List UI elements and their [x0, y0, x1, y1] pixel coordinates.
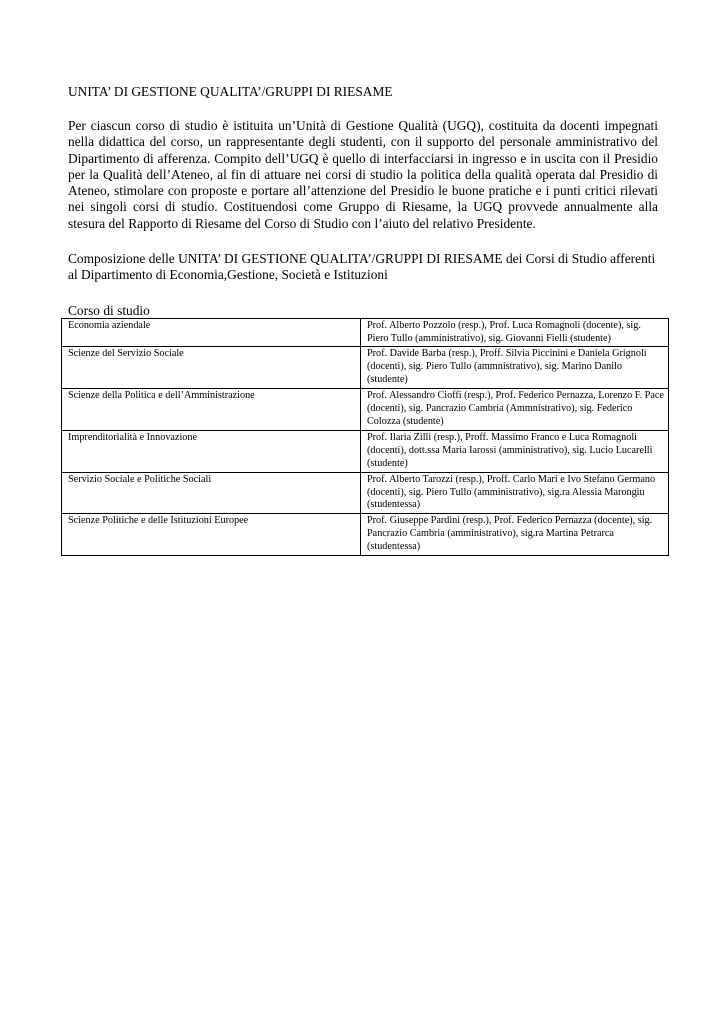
document-heading: UNITA’ DI GESTIONE QUALITA’/GRUPPI DI RIESAME: [68, 84, 393, 99]
table-row: [62, 472, 669, 514]
members-cell: Prof. Alberto Tarozzi (resp.), Proff. Carlo Mari e Ivo Stefano Germano (docenti), sig. Piero Tullo (amministrativo), sig.ra Alessia Marongiu (studentessa): [361, 472, 669, 514]
table-row: [62, 318, 669, 347]
table-row: [62, 347, 669, 389]
course-name-cell: Economia aziendale: [62, 318, 361, 347]
members-cell: Prof. Davide Barba (resp.), Proff. Silvia Piccinini e Daniela Grignoli (docenti), sig. Piero Tullo (ammnistrativo), sig. Marino Danilo (studente): [361, 347, 669, 389]
intro-paragraph: Per ciascun corso di studio è istituita un’Unità di Gestione Qualità (UGQ), costituita da docenti impegnati nella didattica del corso, un rappresentante degli studenti, con il supporto del personale amministrativo del Dipartimento di afferenza. Compito dell’UGQ è quello di interfacciarsi in ingresso e in uscita con il Presidio per la Qualità dell’Ateneo, al fin di attuare nei corsi di studio la politica della qualità operata dal Presidio di Ateneo, stimolare con proposte e portare all’attenzione del Presidio le buone pratiche e i punti critici rilevati nei singoli corsi di studio. Costituendosi come Gruppo di Riesame, la UGQ provvede annualmente alla stesura del Rapporto di Riesame del Corso di Studio con l’aiuto del relativo Presidente.: [68, 118, 658, 231]
course-name-cell: Scienze Politiche e delle Istituzioni Europee: [62, 514, 361, 556]
course-name-cell: Imprenditorialità e Innovazione: [62, 430, 361, 472]
courses-table: [61, 318, 669, 556]
table-row: [62, 430, 669, 472]
course-name-cell: Scienze del Servizio Sociale: [62, 347, 361, 389]
composition-title: Composizione delle UNITA’ DI GESTIONE QUALITA’/GRUPPI DI RIESAME dei Corsi di Studio afferenti al Dipartimento di Economia,Gestione, Società e Istituzioni: [68, 251, 656, 283]
members-cell: Prof. Alberto Pozzolo (resp.), Prof. Luca Romagnoli (docente), sig. Piero Tullo (amministrativo), sig. Giovanni Fielli (studente): [361, 318, 669, 347]
members-cell: Prof. Alessandro Cioffi (resp.), Prof. Federico Pernazza, Lorenzo F. Pace (docenti), sig. Pancrazio Cambria (Ammnistrativo), sig. Federico Colozza (studente): [361, 389, 669, 431]
table-caption: Corso di studio: [68, 302, 150, 318]
members-cell: Prof. Giuseppe Pardini (resp.), Prof. Federico Pernazza (docente), sig. Pancrazio Cambria (amministrativo), sig.ra Martina Petrarca (studentessa): [361, 514, 669, 556]
course-name-cell: Scienze della Politica e dell’Amministrazione: [62, 389, 361, 431]
table-row: [62, 514, 669, 556]
members-cell: Prof. Ilaria Zilli (resp.), Proff. Massimo Franco e Luca Romagnoli (docenti), dott.ssa Maria Iarossi (amministrativo), sig. Lucio Lucarelli (studente): [361, 430, 669, 472]
document-page: [68, 84, 664, 556]
course-name-cell: Servizio Sociale e Politiche Sociali: [62, 472, 361, 514]
table-row: [62, 389, 669, 431]
